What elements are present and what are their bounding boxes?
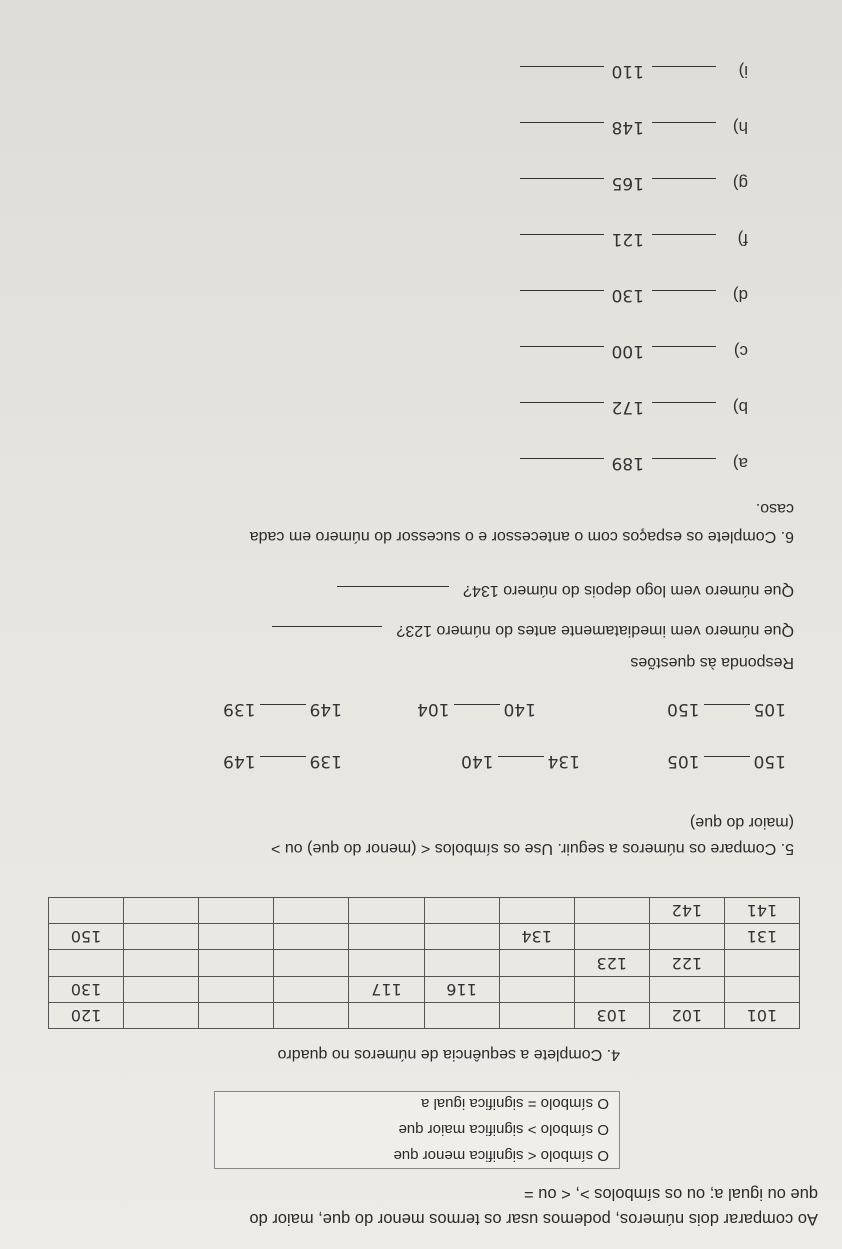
successor-blank[interactable] [520, 66, 604, 68]
predecessor-successor-item [520, 285, 748, 305]
grid-cell[interactable] [424, 1002, 499, 1028]
grid-cell[interactable] [274, 976, 349, 1002]
item-label: d) [732, 286, 748, 305]
grid-cell[interactable] [649, 976, 724, 1002]
grid-cell[interactable]: 103 [574, 1002, 649, 1028]
question-after-134: Que número vem logo depois do número 134? [337, 581, 794, 599]
grid-cell[interactable]: 120 [49, 1002, 124, 1028]
grid-row [49, 976, 800, 1002]
grid-row [49, 924, 800, 950]
item-label: g) [732, 174, 748, 193]
intro-line-1: Ao comparar dois números, podemos usar os termos menor do que, maior do [249, 1210, 818, 1228]
grid-cell[interactable] [199, 950, 274, 976]
grid-cell[interactable]: 130 [49, 976, 124, 1002]
predecessor-successor-item [520, 117, 748, 137]
grid-cell[interactable] [49, 898, 124, 924]
symbols-box [214, 1091, 620, 1169]
grid-cell[interactable]: 122 [649, 950, 724, 976]
grid-cell[interactable] [349, 898, 424, 924]
compare-pair: 139149 [223, 751, 342, 771]
q5-title: 5. Compare os números a seguir. Use os símbolos < (menor do que) ou > [271, 840, 794, 857]
grid-cell[interactable]: 102 [649, 1002, 724, 1028]
item-number: 121 [611, 229, 644, 249]
grid-cell[interactable]: 150 [49, 924, 124, 950]
compare-pair: 140104 [417, 699, 536, 719]
q6-title-line-1: 6. Complete os espaços com o antecessor e o sucessor do número em cada [249, 528, 794, 545]
item-number: 189 [611, 453, 644, 473]
grid-cell[interactable]: 131 [724, 924, 799, 950]
question-before-123: Que número vem imediatamente antes do número 123? [272, 621, 794, 639]
questions-title: Responda às questões [630, 654, 794, 671]
predecessor-blank[interactable] [652, 458, 716, 460]
grid-cell[interactable] [274, 924, 349, 950]
item-label: a) [732, 454, 748, 473]
grid-cell[interactable] [574, 898, 649, 924]
grid-cell[interactable] [574, 924, 649, 950]
grid-row [49, 1002, 800, 1028]
grid-cell[interactable] [499, 976, 574, 1002]
successor-blank[interactable] [520, 178, 604, 180]
predecessor-blank[interactable] [652, 290, 716, 292]
predecessor-blank[interactable] [652, 346, 716, 348]
grid-cell[interactable] [199, 924, 274, 950]
item-label: c) [733, 342, 748, 361]
answer-line[interactable] [337, 586, 449, 588]
grid-cell[interactable]: 123 [574, 950, 649, 976]
grid-cell[interactable] [199, 898, 274, 924]
grid-cell[interactable] [124, 1002, 199, 1028]
grid-cell[interactable]: 101 [724, 1002, 799, 1028]
intro-text [18, 1181, 818, 1231]
grid-cell[interactable] [349, 1002, 424, 1028]
grid-row [49, 950, 800, 976]
item-label: h) [732, 118, 748, 137]
item-label: f) [737, 230, 748, 249]
grid-cell[interactable] [49, 950, 124, 976]
compare-pair: 150105 [667, 751, 786, 771]
compare-blank[interactable] [704, 704, 750, 706]
successor-blank[interactable] [520, 346, 604, 348]
equal-definition: O símbolo = significa igual a [420, 1095, 609, 1112]
grid-cell[interactable] [124, 898, 199, 924]
grid-cell[interactable] [124, 924, 199, 950]
grid-cell[interactable] [274, 1002, 349, 1028]
q4-title: 4. Complete a sequência de números no quadro [277, 1046, 620, 1063]
item-number: 110 [611, 61, 644, 81]
grid-cell[interactable] [499, 950, 574, 976]
grid-cell[interactable] [424, 950, 499, 976]
compare-pair: 134140 [461, 751, 580, 771]
grid-cell[interactable] [649, 924, 724, 950]
grid-cell[interactable] [274, 898, 349, 924]
predecessor-blank[interactable] [652, 66, 716, 68]
grid-cell[interactable] [124, 950, 199, 976]
grid-cell[interactable] [349, 950, 424, 976]
predecessor-blank[interactable] [652, 178, 716, 180]
predecessor-blank[interactable] [652, 234, 716, 236]
grid-cell[interactable]: 134 [499, 924, 574, 950]
predecessor-successor-item [520, 173, 748, 193]
grid-cell[interactable] [499, 1002, 574, 1028]
compare-blank[interactable] [454, 704, 500, 706]
item-label: b) [732, 398, 748, 417]
predecessor-successor-item [520, 341, 748, 361]
grid-cell[interactable]: 116 [424, 976, 499, 1002]
grid-row [49, 898, 800, 924]
predecessor-successor-item [520, 453, 748, 473]
intro-line-2: que ou igual a; ou os símbolos >, < ou = [524, 1185, 818, 1203]
item-number: 148 [611, 117, 644, 137]
successor-blank[interactable] [520, 458, 604, 460]
number-grid [48, 897, 800, 1029]
item-number: 100 [611, 341, 644, 361]
successor-blank[interactable] [520, 234, 604, 236]
greater-than-definition: O símbolo > significa maior que [398, 1121, 609, 1138]
compare-blank[interactable] [260, 704, 306, 706]
grid-cell[interactable] [724, 976, 799, 1002]
predecessor-blank[interactable] [652, 402, 716, 404]
grid-cell[interactable]: 117 [349, 976, 424, 1002]
compare-blank[interactable] [260, 756, 306, 758]
successor-blank[interactable] [520, 402, 604, 404]
successor-blank[interactable] [520, 290, 604, 292]
grid-cell[interactable] [424, 924, 499, 950]
predecessor-successor-item [520, 229, 748, 249]
compare-pair: 105150 [667, 699, 786, 719]
grid-cell[interactable] [424, 898, 499, 924]
grid-cell[interactable] [499, 898, 574, 924]
predecessor-blank[interactable] [652, 122, 716, 124]
item-number: 172 [611, 397, 644, 417]
grid-cell[interactable]: 141 [724, 898, 799, 924]
predecessor-successor-item [520, 397, 748, 417]
less-than-definition: O símbolo < significa menor que [393, 1147, 609, 1164]
answer-line[interactable] [272, 626, 382, 628]
item-number: 130 [611, 285, 644, 305]
grid-cell[interactable]: 142 [649, 898, 724, 924]
compare-pair: 149139 [223, 699, 342, 719]
grid-cell[interactable] [199, 976, 274, 1002]
q6-title-line-2: caso. [755, 500, 794, 517]
grid-cell[interactable] [199, 1002, 274, 1028]
grid-cell[interactable] [349, 924, 424, 950]
grid-cell[interactable] [724, 950, 799, 976]
item-label: i) [738, 62, 748, 81]
successor-blank[interactable] [520, 122, 604, 124]
item-number: 165 [611, 173, 644, 193]
grid-cell[interactable] [574, 976, 649, 1002]
compare-blank[interactable] [704, 756, 750, 758]
q5-subtitle: (maior do que) [689, 814, 794, 831]
predecessor-successor-item [520, 61, 748, 81]
compare-blank[interactable] [498, 756, 544, 758]
grid-cell[interactable] [274, 950, 349, 976]
grid-cell[interactable] [124, 976, 199, 1002]
